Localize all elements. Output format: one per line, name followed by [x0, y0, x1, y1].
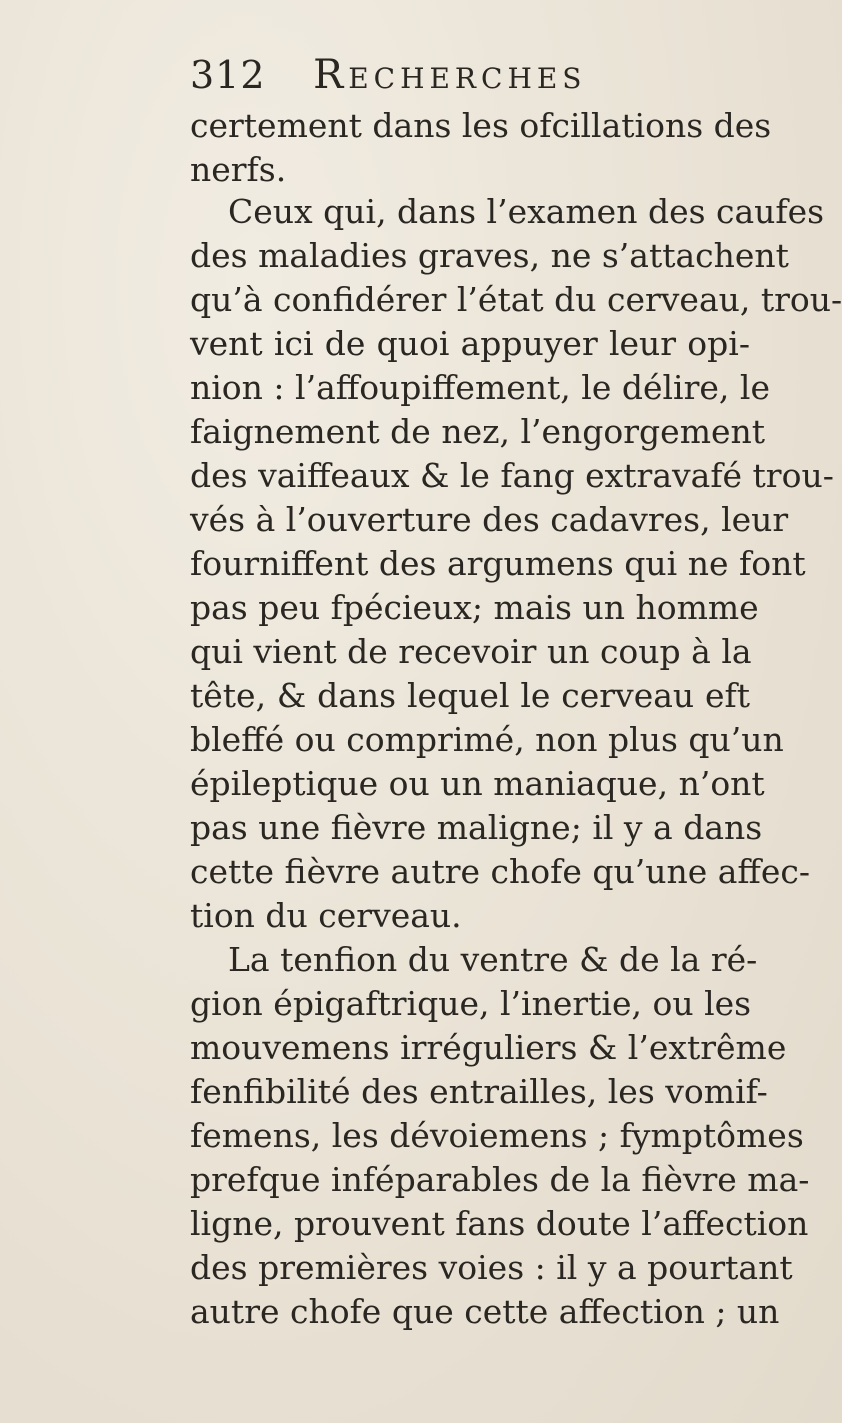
- text-line: gion épigaftrique, l’inertie, ou les: [190, 984, 752, 1023]
- text-line: certement dans les ofcillations des: [190, 106, 772, 145]
- text-line: fenfibilité des entrailles, les vomif-: [190, 1072, 768, 1111]
- text-line: femens, les dévoiemens ; fymptômes: [190, 1116, 804, 1155]
- text-line: des vaiffeaux & le fang extravafé trou-: [190, 456, 834, 495]
- page-header: [190, 50, 750, 100]
- text-line: des premières voies : il y a pourtant: [190, 1248, 793, 1287]
- text-line: fourniffent des argumens qui ne font: [190, 544, 806, 583]
- text-line: Ceux qui, dans l’examen des caufes: [228, 192, 825, 231]
- text-line: qu’à confidérer l’état du cerveau, trou-: [190, 280, 842, 319]
- text-line: des maladies graves, ne s’attachent: [190, 236, 789, 275]
- text-line: tête, & dans lequel le cerveau eft: [190, 676, 750, 715]
- text-line: pas une fièvre maligne; il y a dans: [190, 808, 763, 847]
- text-line: cette fièvre autre chofe qu’une affec-: [190, 852, 811, 891]
- text-line: mouvemens irréguliers & l’extrême: [190, 1028, 787, 1067]
- text-line: tion du cerveau.: [190, 896, 462, 935]
- text-line: La tenfion du ventre & de la ré-: [228, 940, 758, 979]
- text-line: vés à l’ouverture des cadavres, leur: [190, 500, 789, 539]
- text-line: qui vient de recevoir un coup à la: [190, 632, 752, 671]
- text-line: pas peu fpécieux; mais un homme: [190, 588, 759, 627]
- text-line: prefque inféparables de la fièvre ma-: [190, 1160, 810, 1199]
- text-line: vent ici de quoi appuyer leur opi-: [190, 324, 750, 363]
- text-line: nion : l’affoupiffement, le délire, le: [190, 368, 770, 407]
- text-line: faignement de nez, l’engorgement: [190, 412, 766, 451]
- running-title: Recherches: [313, 52, 587, 98]
- text-line: ligne, prouvent fans doute l’affection: [190, 1204, 809, 1243]
- text-line: nerfs.: [190, 150, 287, 189]
- page-number: 312: [190, 53, 266, 97]
- text-line: bleffé ou comprimé, non plus qu’un: [190, 720, 784, 759]
- text-line: autre chofe que cette affection ; un: [190, 1292, 780, 1331]
- text-line: épileptique ou un maniaque, n’ont: [190, 764, 765, 803]
